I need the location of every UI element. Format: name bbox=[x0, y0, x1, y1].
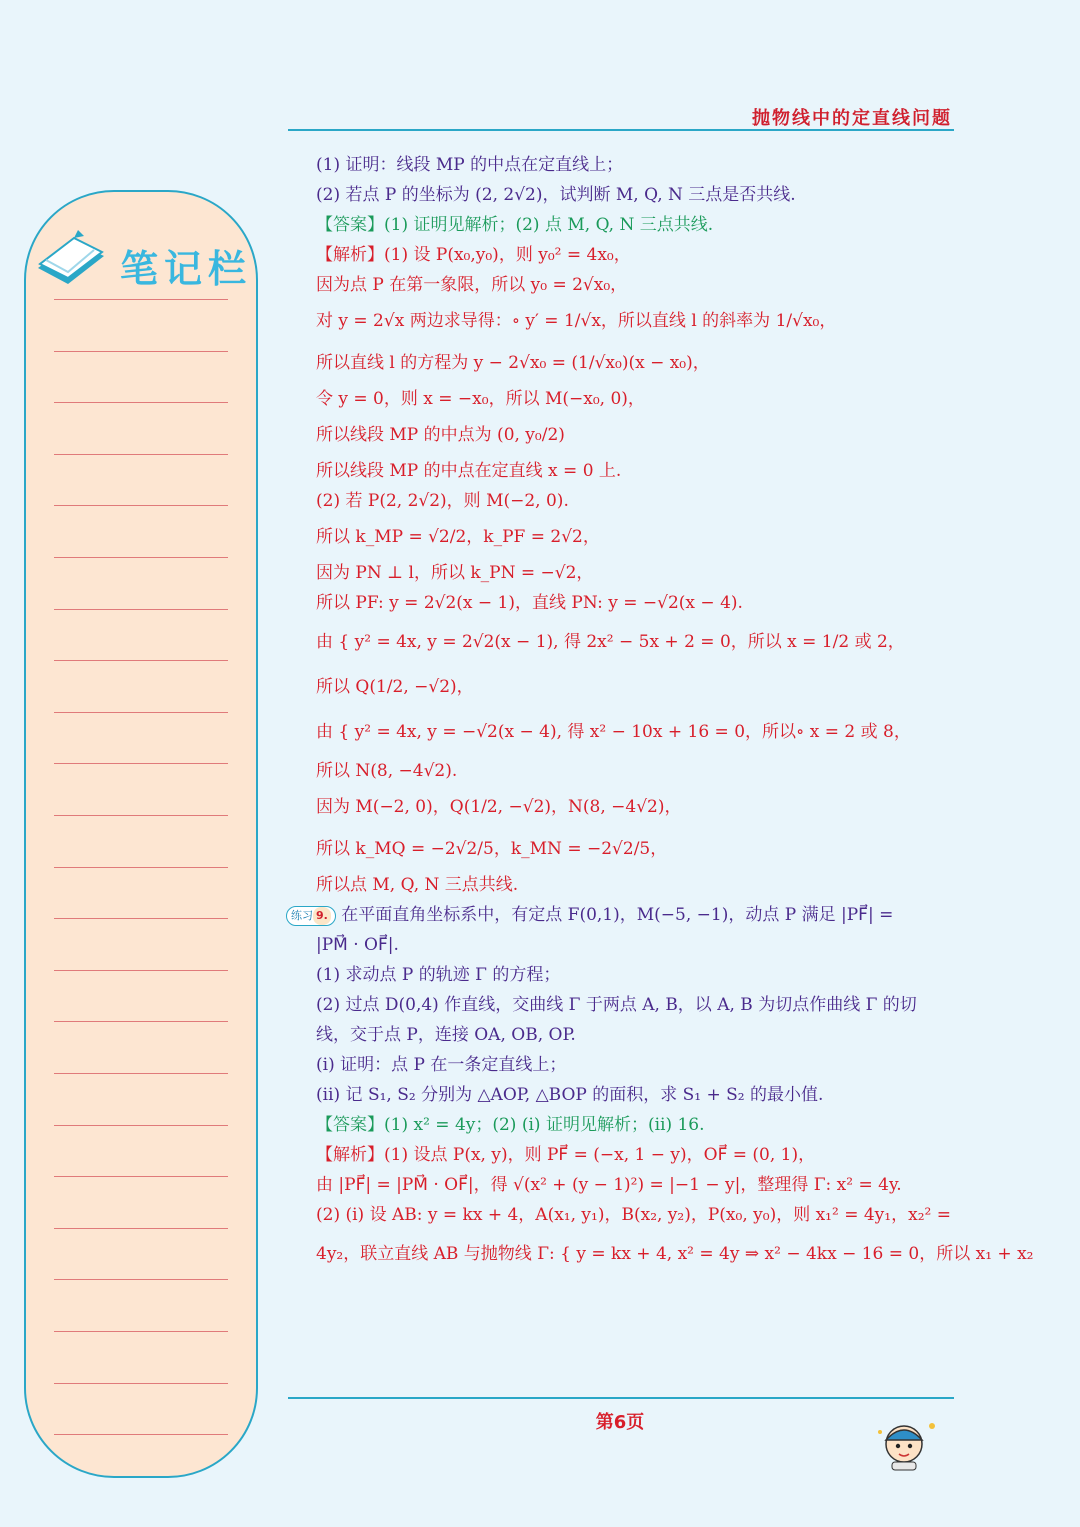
content-line: 所以 k_MP = √2/2，k_PF = 2√2， bbox=[316, 527, 600, 547]
notes-panel bbox=[24, 190, 258, 1478]
content-line: 对 y = 2√x 两边求导得：∘ y′ = 1/√x，所以直线 l 的斜率为 1/√x₀， bbox=[316, 311, 837, 331]
content-line: 令 y = 0，则 x = −x₀，所以 M(−x₀, 0)， bbox=[316, 389, 645, 409]
content-line: 所以线段 MP 的中点为 (0, y₀/2) bbox=[316, 425, 565, 445]
note-line bbox=[54, 351, 228, 352]
content-line: 【解析】(1) 设 P(x₀,y₀)，则 y₀² = 4x₀， bbox=[316, 245, 631, 265]
content-line: (2) (ⅰ) 设 AB: y = kx + 4，A(x₁, y₁)，B(x₂, y₂)，P(x₀, y₀)，则 x₁² = 4y₁，x₂² = bbox=[316, 1205, 951, 1225]
content-line: |PM⃗ · OF⃗|. bbox=[316, 935, 399, 955]
note-line bbox=[54, 609, 228, 610]
note-line bbox=[54, 299, 228, 300]
content-line: 【答案】(1) x² = 4y；(2) (ⅰ) 证明见解析；(ⅱ) 16. bbox=[316, 1115, 705, 1135]
content-line: 由 { y² = 4x, y = 2√2(x − 1), 得 2x² − 5x + 2 = 0，所以 x = 1/2 或 2， bbox=[316, 632, 905, 652]
note-line bbox=[54, 712, 228, 713]
exercise-badge: 练习 9. bbox=[286, 906, 336, 926]
note-line bbox=[54, 1176, 228, 1177]
note-line bbox=[54, 1331, 228, 1332]
note-line bbox=[54, 1279, 228, 1280]
content-line: (ⅰ) 证明：点 P 在一条定直线上； bbox=[316, 1055, 567, 1075]
note-line bbox=[54, 402, 228, 403]
note-line bbox=[54, 660, 228, 661]
note-line bbox=[54, 1383, 228, 1384]
note-line bbox=[54, 454, 228, 455]
header-rule bbox=[288, 129, 954, 131]
footer-rule bbox=[288, 1397, 954, 1399]
content-line: 由 { y² = 4x, y = −√2(x − 4), 得 x² − 10x + 16 = 0，所以∘ x = 2 或 8， bbox=[316, 722, 911, 742]
content-line: 所以点 M, Q, N 三点共线. bbox=[316, 875, 519, 895]
note-line bbox=[54, 1125, 228, 1126]
content-line: 所以 Q(1/2, −√2)， bbox=[316, 677, 474, 697]
content-line: 由 |PF⃗| = |PM⃗ · OF⃗|，得 √(x² + (y − 1)²) = |−1 − y|，整理得 Γ: x² = 4y. bbox=[316, 1175, 902, 1195]
note-line bbox=[54, 1021, 228, 1022]
content-line: 因为 M(−2, 0)，Q(1/2, −√2)，N(8, −4√2)， bbox=[316, 797, 682, 817]
content-line: (2) 过点 D(0,4) 作直线，交曲线 Γ 于两点 A, B，以 A, B 为切点作曲线 Γ 的切 bbox=[316, 995, 917, 1015]
note-line bbox=[54, 867, 228, 868]
book-icon bbox=[32, 226, 110, 292]
content-line: 【解析】(1) 设点 P(x, y)，则 PF⃗ = (−x, 1 − y)，OF⃗ = (0, 1)， bbox=[316, 1145, 816, 1165]
notes-title: 笔记栏 bbox=[120, 247, 253, 291]
content-line: (1) 求动点 P 的轨迹 Γ 的方程； bbox=[316, 965, 561, 985]
note-line bbox=[54, 1434, 228, 1435]
note-line bbox=[54, 557, 228, 558]
content-line: 因为 PN ⊥ l，所以 k_PN = −√2， bbox=[316, 563, 594, 583]
content-line: 因为点 P 在第一象限，所以 y₀ = 2√x₀， bbox=[316, 275, 628, 295]
content-line: (2) 若 P(2, 2√2)，则 M(−2, 0). bbox=[316, 491, 569, 511]
content-line: 练习 9. 在平面直角坐标系中，有定点 F(0,1)，M(−5, −1)，动点 P 满足 |PF⃗| = bbox=[316, 900, 956, 930]
content-line: 所以 N(8, −4√2). bbox=[316, 761, 458, 781]
content-line: 4y₂，联立直线 AB 与抛物线 Γ: { y = kx + 4, x² = 4y ⇒ x² − 4kx − 16 = 0，所以 x₁ + x₂ bbox=[316, 1244, 1034, 1264]
content-line: (2) 若点 P 的坐标为 (2, 2√2)，试判断 M, Q, N 三点是否共线. bbox=[316, 185, 796, 205]
content-line: 【答案】(1) 证明见解析；(2) 点 M, Q, N 三点共线. bbox=[316, 215, 714, 235]
page-number: 第6页 bbox=[595, 1412, 645, 1433]
content-line: (ⅱ) 记 S₁, S₂ 分别为 △AOP, △BOP 的面积，求 S₁ + S₂ 的最小值. bbox=[316, 1085, 824, 1105]
content-line: 所以 k_MQ = −2√2/5，k_MN = −2√2/5， bbox=[316, 839, 668, 859]
header-title: 抛物线中的定直线问题 bbox=[752, 108, 952, 129]
note-line bbox=[54, 763, 228, 764]
content-line: (1) 证明：线段 MP 的中点在定直线上； bbox=[316, 155, 624, 175]
content bbox=[291, 150, 1034, 1278]
note-line bbox=[54, 1228, 228, 1229]
content-line: 线，交于点 P，连接 OA, OB, OP. bbox=[316, 1025, 576, 1045]
note-line bbox=[54, 815, 228, 816]
note-line bbox=[54, 970, 228, 971]
mascot-icon bbox=[872, 1412, 944, 1472]
note-line bbox=[54, 505, 228, 506]
note-line bbox=[54, 1073, 228, 1074]
note-line bbox=[54, 918, 228, 919]
content-line: 所以线段 MP 的中点在定直线 x = 0 上. bbox=[316, 461, 622, 481]
content-line: 所以直线 l 的方程为 y − 2√x₀ = (1/√x₀)(x − x₀)， bbox=[316, 353, 710, 373]
content-line: 所以 PF: y = 2√2(x − 1)，直线 PN: y = −√2(x − 4). bbox=[316, 593, 743, 613]
